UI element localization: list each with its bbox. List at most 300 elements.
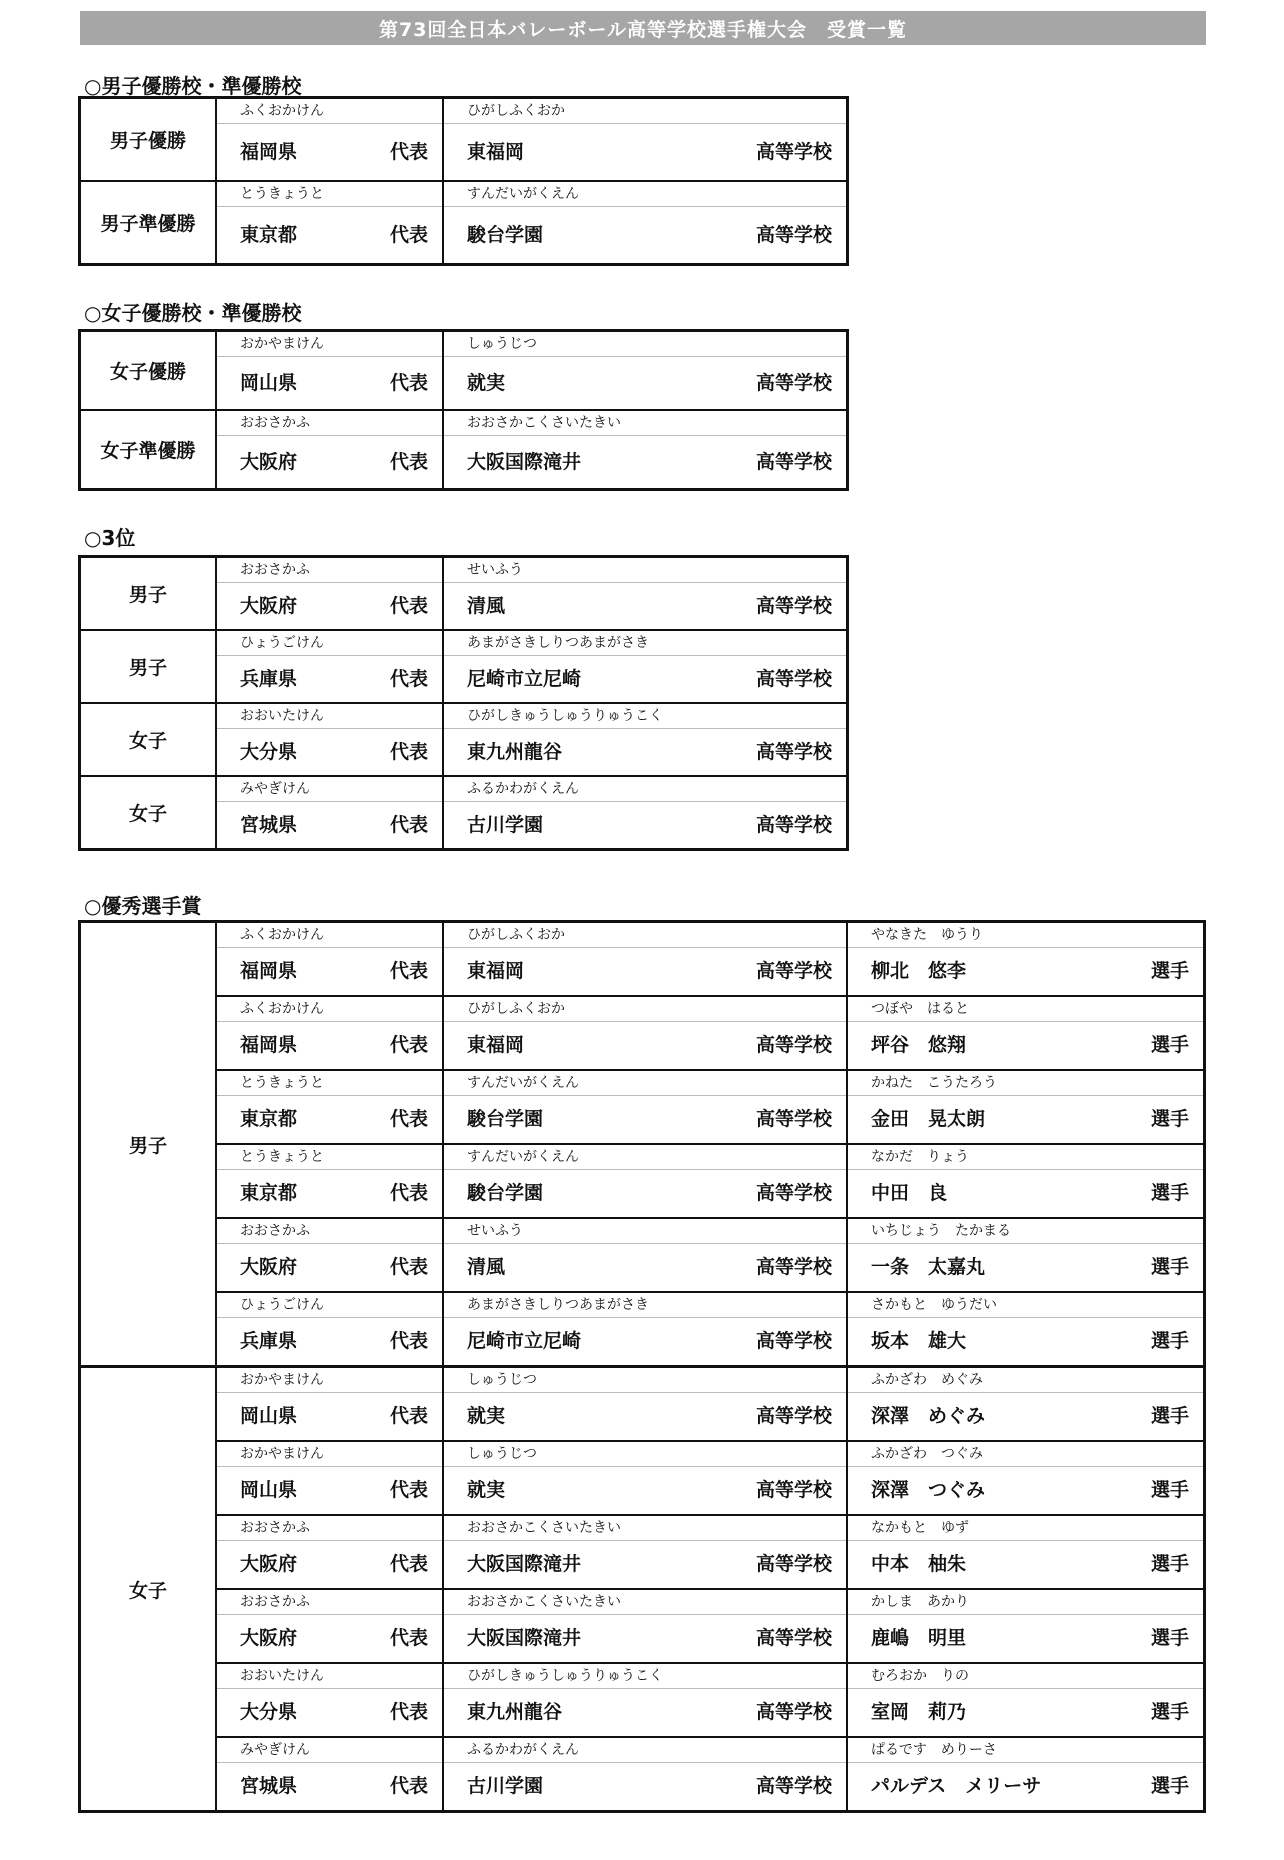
representative-label: 代表 (389, 224, 428, 246)
player-name-cell (847, 1096, 1205, 1145)
high-school-label: 高等学校 (755, 1775, 832, 1797)
category-label: 男子 (80, 557, 217, 631)
prefecture-kana: おかやまけん (240, 336, 324, 352)
section-title-third: ○3位 (84, 526, 136, 550)
prefecture-name (217, 802, 442, 848)
third-place-table (78, 555, 849, 851)
school-name (444, 1170, 846, 1217)
school-kana-cell (443, 703, 848, 729)
prefecture-name-text: 大分県 (240, 1701, 298, 1723)
player-label: 選手 (1150, 1182, 1189, 1204)
girls-final-table (78, 329, 849, 491)
table-row (80, 410, 848, 436)
school-kana-cell (443, 410, 848, 436)
school-name-cell (443, 1022, 847, 1071)
school-name-text: 古川学園 (467, 1775, 544, 1797)
prefecture-name-text: 岡山県 (240, 1405, 298, 1427)
high-school-label: 高等学校 (755, 1405, 832, 1427)
table-row (80, 1367, 1205, 1393)
player-kana: かしま あかり (871, 1594, 969, 1610)
player-kana: ふかざわ めぐみ (871, 1372, 983, 1388)
prefecture-name-cell (216, 357, 443, 411)
school-kana: ひがしきゅうしゅうりゅうこく (467, 1668, 663, 1684)
prefecture-kana-cell (216, 1589, 443, 1615)
prefecture-name (217, 1318, 442, 1365)
prefecture-kana: とうきょうと (240, 1149, 324, 1165)
high-school-label: 高等学校 (755, 451, 832, 473)
prefecture-name (217, 1467, 442, 1514)
player-kana-cell (847, 1737, 1205, 1763)
prefecture-kana-cell (216, 996, 443, 1022)
prefecture-kana-cell (216, 410, 443, 436)
player-name-text: 深澤 めぐみ (871, 1405, 986, 1427)
prefecture-kana: おおさかふ (240, 1520, 310, 1536)
school-kana-cell (443, 1589, 847, 1615)
prefecture-kana-cell (216, 922, 443, 948)
high-school-label: 高等学校 (755, 814, 832, 836)
category-label: 女子準優勝 (80, 410, 217, 490)
high-school-label: 高等学校 (755, 741, 832, 763)
school-kana-cell (443, 1144, 847, 1170)
table-row (80, 1144, 1205, 1170)
school-kana: すんだいがくえん (467, 1149, 579, 1165)
school-name-cell (443, 729, 848, 777)
prefecture-name-text: 大阪府 (240, 1627, 298, 1649)
school-name-cell (443, 1689, 847, 1738)
table-row (80, 996, 1205, 1022)
high-school-label: 高等学校 (755, 1108, 832, 1130)
school-name (444, 1467, 846, 1514)
table-row (80, 331, 848, 357)
table-row (80, 1070, 1205, 1096)
school-kana-cell (443, 776, 848, 802)
player-label: 選手 (1150, 1108, 1189, 1130)
prefecture-kana-cell (216, 776, 443, 802)
prefecture-name (217, 357, 442, 409)
school-kana: ふるかわがくえん (467, 1742, 579, 1758)
prefecture-kana-cell (216, 1144, 443, 1170)
school-kana: せいふう (467, 562, 523, 578)
prefecture-kana: ふくおかけん (240, 1001, 324, 1017)
player-name-cell (847, 1318, 1205, 1367)
school-kana-cell (443, 1070, 847, 1096)
representative-label: 代表 (389, 814, 428, 836)
prefecture-kana-cell (216, 557, 443, 583)
prefecture-name-text: 大阪府 (240, 595, 298, 617)
representative-label: 代表 (389, 668, 428, 690)
prefecture-name-cell (216, 1170, 443, 1219)
school-name (444, 1615, 846, 1662)
representative-label: 代表 (389, 1627, 428, 1649)
prefecture-name (217, 729, 442, 775)
table-row (80, 1292, 1205, 1318)
prefecture-name-cell (216, 729, 443, 777)
school-name-text: 東福岡 (467, 960, 525, 982)
prefecture-name (217, 948, 442, 995)
prefecture-name-text: 岡山県 (240, 1479, 298, 1501)
prefecture-kana-cell (216, 1218, 443, 1244)
prefecture-name-cell (216, 1615, 443, 1664)
prefecture-name (217, 656, 442, 702)
prefecture-name (217, 1096, 442, 1143)
player-name (848, 1318, 1203, 1365)
player-kana: かねた こうたろう (871, 1075, 997, 1091)
boys-final-table (78, 96, 849, 266)
player-name (848, 948, 1203, 995)
school-kana-cell (443, 1663, 847, 1689)
prefecture-name-cell (216, 656, 443, 704)
table-row (80, 1441, 1205, 1467)
player-kana-cell (847, 1070, 1205, 1096)
prefecture-kana: おかやまけん (240, 1372, 324, 1388)
school-name-text: 尼崎市立尼崎 (467, 668, 582, 690)
school-kana: しゅうじつ (467, 336, 537, 352)
table-row (80, 557, 848, 583)
prefecture-kana-cell (216, 98, 443, 124)
prefecture-name-cell (216, 1689, 443, 1738)
player-label: 選手 (1150, 1405, 1189, 1427)
school-name-cell (443, 124, 848, 182)
school-name (444, 1689, 846, 1736)
player-kana-cell (847, 1144, 1205, 1170)
player-name-cell (847, 1541, 1205, 1590)
school-kana: せいふう (467, 1223, 523, 1239)
table-row (80, 1515, 1205, 1541)
prefecture-name (217, 1541, 442, 1588)
school-name-text: 駿台学園 (467, 1108, 544, 1130)
school-name-text: 大阪国際滝井 (467, 1627, 582, 1649)
school-kana-cell (443, 1515, 847, 1541)
prefecture-kana-cell (216, 703, 443, 729)
player-name (848, 1393, 1203, 1440)
player-kana-cell (847, 996, 1205, 1022)
prefecture-kana-cell (216, 1292, 443, 1318)
player-kana: ぱるです めりーさ (871, 1742, 997, 1758)
table-row (80, 703, 848, 729)
table-row (80, 1589, 1205, 1615)
prefecture-name-cell (216, 1318, 443, 1367)
player-name (848, 1689, 1203, 1736)
player-name-cell (847, 1467, 1205, 1516)
school-kana-cell (443, 98, 848, 124)
prefecture-name (217, 436, 442, 488)
player-kana: むろおか りの (871, 1668, 969, 1684)
representative-label: 代表 (389, 372, 428, 394)
player-name-text: 鹿嶋 明里 (871, 1627, 967, 1649)
representative-label: 代表 (389, 960, 428, 982)
school-kana: おおさかこくさいたきい (467, 415, 621, 431)
section-title-excellent: ○優秀選手賞 (84, 894, 202, 918)
prefecture-kana: おおさかふ (240, 562, 310, 578)
page-title: 第73回全日本バレーボール高等学校選手権大会 受賞一覧 (378, 18, 908, 41)
player-kana-cell (847, 1292, 1205, 1318)
prefecture-kana-cell (216, 1515, 443, 1541)
player-name-text: 中田 良 (871, 1182, 948, 1204)
school-kana: しゅうじつ (467, 1446, 537, 1462)
section-title-girls-final: ○女子優勝校・準優勝校 (84, 301, 302, 325)
school-kana: ふるかわがくえん (467, 781, 579, 797)
page-title-banner (80, 11, 1206, 45)
prefecture-name (217, 124, 442, 180)
school-name (444, 729, 846, 775)
player-kana: なかだ りょう (871, 1149, 969, 1165)
player-kana: ふかざわ つぐみ (871, 1446, 983, 1462)
player-name (848, 1170, 1203, 1217)
school-name (444, 1541, 846, 1588)
representative-label: 代表 (389, 1775, 428, 1797)
representative-label: 代表 (389, 1405, 428, 1427)
table-row (80, 1318, 1205, 1367)
prefecture-name-cell (216, 124, 443, 182)
prefecture-kana: おおいたけん (240, 708, 324, 724)
high-school-label: 高等学校 (755, 224, 832, 246)
school-name-cell (443, 1096, 847, 1145)
category-label-boys: 男子 (80, 922, 217, 1367)
school-name (444, 207, 846, 263)
high-school-label: 高等学校 (755, 1627, 832, 1649)
school-name-text: 大阪国際滝井 (467, 451, 582, 473)
table-row (80, 1393, 1205, 1442)
school-kana-cell (443, 1737, 847, 1763)
prefecture-kana-cell (216, 1663, 443, 1689)
player-name-text: パルデス メリーサ (871, 1775, 1042, 1797)
school-kana: ひがしふくおか (467, 927, 565, 943)
category-label: 女子 (80, 776, 217, 850)
prefecture-kana-cell (216, 1737, 443, 1763)
school-name-cell (443, 436, 848, 490)
representative-label: 代表 (389, 1330, 428, 1352)
prefecture-kana: ひょうごけん (240, 1297, 324, 1313)
school-name-cell (443, 1170, 847, 1219)
player-name (848, 1541, 1203, 1588)
prefecture-kana: とうきょうと (240, 1075, 324, 1091)
player-kana-cell (847, 1663, 1205, 1689)
table-row (80, 1022, 1205, 1071)
school-kana-cell (443, 922, 847, 948)
player-name-cell (847, 1244, 1205, 1293)
school-name (444, 583, 846, 629)
category-label: 男子 (80, 630, 217, 703)
table-row (80, 1467, 1205, 1516)
prefecture-kana-cell (216, 1367, 443, 1393)
representative-label: 代表 (389, 1034, 428, 1056)
player-kana-cell (847, 1218, 1205, 1244)
prefecture-name-cell (216, 1096, 443, 1145)
school-name-cell (443, 1541, 847, 1590)
prefecture-kana: ひょうごけん (240, 635, 324, 651)
player-name (848, 1615, 1203, 1662)
prefecture-name-text: 大阪府 (240, 451, 298, 473)
player-name-text: 室岡 莉乃 (871, 1701, 967, 1723)
school-name (444, 1393, 846, 1440)
prefecture-name-text: 東京都 (240, 1108, 298, 1130)
prefecture-name (217, 1763, 442, 1810)
prefecture-kana-cell (216, 1070, 443, 1096)
player-kana: やなきた ゆうり (871, 927, 983, 943)
representative-label: 代表 (389, 1256, 428, 1278)
school-name-text: 就実 (467, 372, 506, 394)
player-name-cell (847, 1170, 1205, 1219)
prefecture-name-text: 大阪府 (240, 1553, 298, 1575)
prefecture-name (217, 583, 442, 629)
high-school-label: 高等学校 (755, 1479, 832, 1501)
player-label: 選手 (1150, 1775, 1189, 1797)
prefecture-name-text: 福岡県 (240, 1034, 298, 1056)
school-name-text: 東福岡 (467, 1034, 525, 1056)
player-name-text: 深澤 つぐみ (871, 1479, 986, 1501)
player-kana: いちじょう たかまる (871, 1223, 1011, 1239)
school-name-cell (443, 1318, 847, 1367)
representative-label: 代表 (389, 1479, 428, 1501)
representative-label: 代表 (389, 1553, 428, 1575)
high-school-label: 高等学校 (755, 595, 832, 617)
prefecture-name (217, 1244, 442, 1291)
player-name (848, 1763, 1203, 1810)
player-name-cell (847, 948, 1205, 997)
player-label: 選手 (1150, 1330, 1189, 1352)
prefecture-name-text: 東京都 (240, 1182, 298, 1204)
player-kana-cell (847, 922, 1205, 948)
school-name-text: 東九州龍谷 (467, 1701, 563, 1723)
school-name-cell (443, 1244, 847, 1293)
player-label: 選手 (1150, 1479, 1189, 1501)
school-kana-cell (443, 331, 848, 357)
prefecture-name (217, 1022, 442, 1069)
category-label: 男子優勝 (80, 98, 217, 182)
prefecture-kana-cell (216, 331, 443, 357)
player-label: 選手 (1150, 1553, 1189, 1575)
high-school-label: 高等学校 (755, 1256, 832, 1278)
prefecture-name-cell (216, 207, 443, 265)
school-kana-cell (443, 1218, 847, 1244)
school-kana-cell (443, 557, 848, 583)
table-row (80, 1737, 1205, 1763)
prefecture-kana: おおさかふ (240, 1594, 310, 1610)
section-title-boys-final: ○男子優勝校・準優勝校 (84, 74, 302, 98)
prefecture-kana: みやぎけん (240, 781, 310, 797)
prefecture-name-text: 岡山県 (240, 372, 298, 394)
high-school-label: 高等学校 (755, 1034, 832, 1056)
representative-label: 代表 (389, 1701, 428, 1723)
table-row (80, 1689, 1205, 1738)
school-kana: しゅうじつ (467, 1372, 537, 1388)
representative-label: 代表 (389, 451, 428, 473)
player-kana-cell (847, 1367, 1205, 1393)
school-name (444, 948, 846, 995)
school-kana: ひがしふくおか (467, 103, 565, 119)
player-name (848, 1467, 1203, 1514)
school-name (444, 1096, 846, 1143)
school-kana: あまがさきしりつあまがさき (467, 1297, 649, 1313)
school-kana-cell (443, 181, 848, 207)
prefecture-name-text: 大分県 (240, 741, 298, 763)
prefecture-kana: おおさかふ (240, 415, 310, 431)
high-school-label: 高等学校 (755, 668, 832, 690)
player-name-cell (847, 1022, 1205, 1071)
prefecture-name (217, 1393, 442, 1440)
table-row (80, 776, 848, 802)
player-kana: さかもと ゆうだい (871, 1297, 997, 1313)
prefecture-name-cell (216, 583, 443, 631)
prefecture-name-cell (216, 1022, 443, 1071)
school-name-cell (443, 1393, 847, 1442)
school-name-text: 就実 (467, 1479, 506, 1501)
table-row (80, 1218, 1205, 1244)
school-name-text: 駿台学園 (467, 224, 544, 246)
school-name-cell (443, 1467, 847, 1516)
school-name (444, 1763, 846, 1810)
table-row (80, 1663, 1205, 1689)
prefecture-name-cell (216, 948, 443, 997)
school-name-text: 清風 (467, 595, 506, 617)
prefecture-name-text: 兵庫県 (240, 668, 298, 690)
school-name (444, 1022, 846, 1069)
prefecture-name-cell (216, 802, 443, 850)
school-name-cell (443, 583, 848, 631)
school-kana-cell (443, 1292, 847, 1318)
player-name-cell (847, 1615, 1205, 1664)
prefecture-kana-cell (216, 630, 443, 656)
high-school-label: 高等学校 (755, 372, 832, 394)
prefecture-name-text: 宮城県 (240, 814, 298, 836)
prefecture-kana: ふくおかけん (240, 927, 324, 943)
category-label: 女子優勝 (80, 331, 217, 411)
player-kana: つぼや はると (871, 1001, 969, 1017)
school-name-text: 東九州龍谷 (467, 741, 563, 763)
school-name-cell (443, 1763, 847, 1812)
table-row (80, 948, 1205, 997)
prefecture-name (217, 1689, 442, 1736)
player-label: 選手 (1150, 1627, 1189, 1649)
player-name (848, 1244, 1203, 1291)
school-kana: あまがさきしりつあまがさき (467, 635, 649, 651)
representative-label: 代表 (389, 141, 428, 163)
school-name-text: 駿台学園 (467, 1182, 544, 1204)
high-school-label: 高等学校 (755, 1701, 832, 1723)
high-school-label: 高等学校 (755, 1553, 832, 1575)
player-name-text: 一条 太嘉丸 (871, 1256, 986, 1278)
player-name-text: 坪谷 悠翔 (871, 1034, 967, 1056)
representative-label: 代表 (389, 595, 428, 617)
player-kana-cell (847, 1589, 1205, 1615)
table-row (80, 1763, 1205, 1812)
prefecture-kana: おかやまけん (240, 1446, 324, 1462)
school-kana-cell (443, 630, 848, 656)
category-label: 男子準優勝 (80, 181, 217, 265)
category-label-girls: 女子 (80, 1367, 217, 1812)
school-name (444, 436, 846, 488)
player-name-cell (847, 1393, 1205, 1442)
school-kana: すんだいがくえん (467, 186, 579, 202)
school-name (444, 1244, 846, 1291)
school-name (444, 802, 846, 848)
school-name-text: 大阪国際滝井 (467, 1553, 582, 1575)
prefecture-kana: とうきょうと (240, 186, 324, 202)
school-kana: ひがしふくおか (467, 1001, 565, 1017)
category-label: 女子 (80, 703, 217, 776)
representative-label: 代表 (389, 1108, 428, 1130)
school-kana-cell (443, 1441, 847, 1467)
table-row (80, 181, 848, 207)
prefecture-name-text: 宮城県 (240, 1775, 298, 1797)
school-name-text: 清風 (467, 1256, 506, 1278)
prefecture-name-cell (216, 436, 443, 490)
player-kana: なかもと ゆず (871, 1520, 969, 1536)
player-name-text: 中本 柚朱 (871, 1553, 967, 1575)
table-row (80, 98, 848, 124)
school-kana: おおさかこくさいたきい (467, 1594, 621, 1610)
player-label: 選手 (1150, 960, 1189, 982)
